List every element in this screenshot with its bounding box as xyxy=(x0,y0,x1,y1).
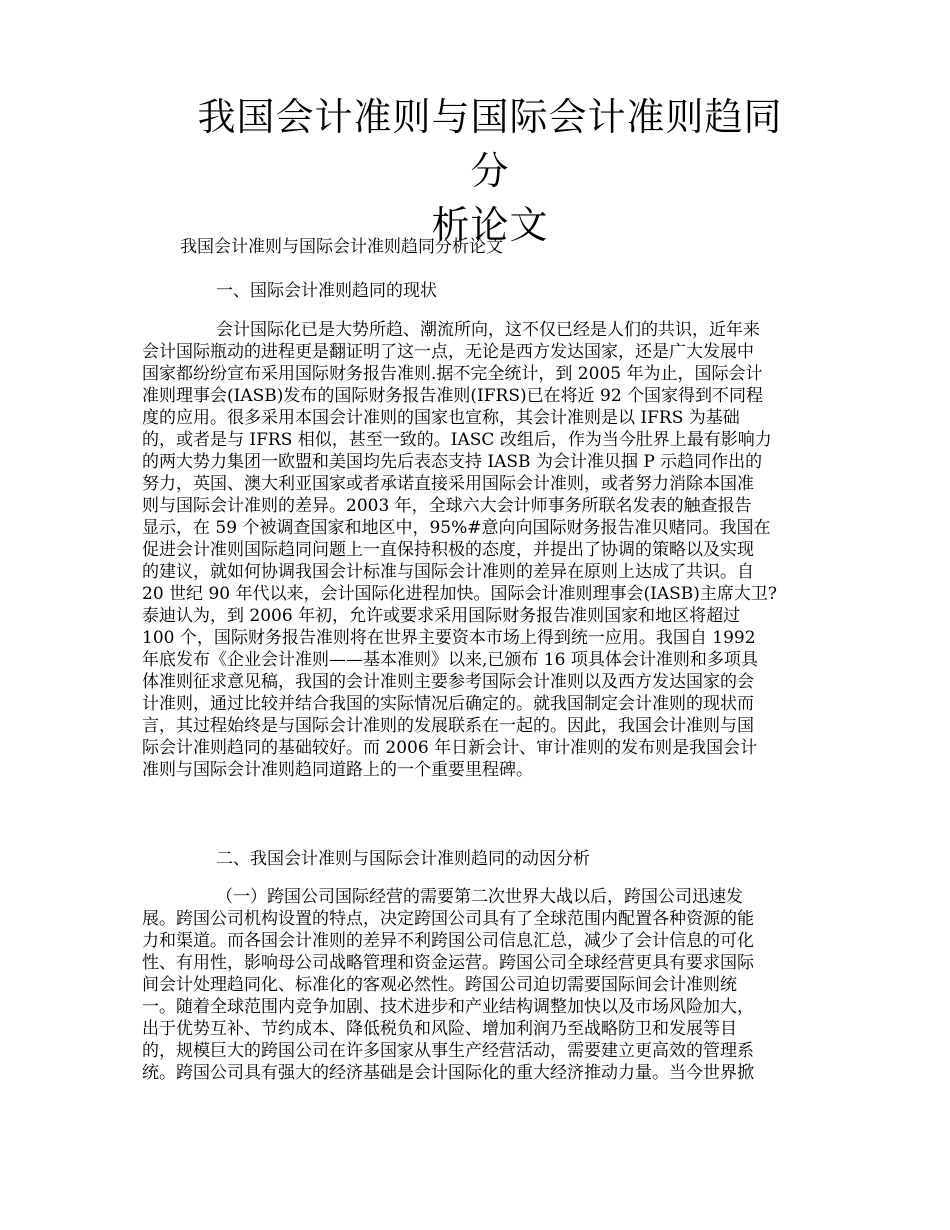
paragraph-line: 的两大势力集团一欧盟和美国均先后表态支持 IASB 为会计准贝掴 P 示趋同作出的 xyxy=(142,452,763,472)
paragraph-1 xyxy=(142,319,822,781)
paragraph-line: 会计国际瓶动的进程更是翻证明了这一点，无论是西方发达国家，还是广大发展中 xyxy=(142,342,754,362)
paragraph-line: 性、有用性，影响母公司战略管理和资金运营。跨国公司全球经营更具有要求国际 xyxy=(142,953,754,973)
paragraph-line: 度的应用。很多采用本国会计准则的国家也宣称，其会计准则是以 IFRS 为基础 xyxy=(142,408,740,428)
paragraph-line: 准则与国际会计准则趋同道路上的一个重要里程碑。 xyxy=(142,760,533,780)
title-line-2: 析论文 xyxy=(431,203,549,247)
paragraph-line: 的建议，就如何协调我国会计标准与国际会计准则的差异在原则上达成了共识。自 xyxy=(142,562,754,582)
paragraph-line: 间会计处理趋同化、标准化的客观必然性。跨国公司迫切需要国际间会计准则统 xyxy=(142,975,737,995)
paragraph-line: 力和渠道。而各国会计准则的差异不利跨国公司信息汇总，减少了会计信息的可化 xyxy=(142,931,754,951)
paragraph-line: 100 个，国际财务报告准则将在世界主要资本市场上得到统一应用。我国自 1992 xyxy=(142,628,756,648)
paragraph-line: 一。随着全球范围内竞争加剧、技术进步和产业结构调整加快以及市场风险加大， xyxy=(142,997,754,1017)
paragraph-line: 努力，英国、澳大利亚国家或者承诺直接采用国际会计准则，或者努力消除本国准 xyxy=(142,474,754,494)
paragraph-line: 展。跨国公司机构设置的特点，决定跨国公司具有了全球范围内配置各种资源的能 xyxy=(142,909,754,929)
section-1-heading: 一、国际会计准则趋同的现状 xyxy=(216,281,437,301)
paragraph-line: 计准则，通过比较并结合我国的实际情况后确定的。就我国制定会计准则的现状而 xyxy=(142,694,754,714)
paragraph-2 xyxy=(142,886,822,1084)
subtitle: 我国会计准则与国际会计准则趋同分析论文 xyxy=(180,237,503,257)
paragraph-line: 显示，在 59 个被调查国家和地区中，95%#意向向国际财务报告准贝赌同。我国在 xyxy=(142,518,771,538)
paragraph-line: 的，规模巨大的跨国公司在许多国家从事生产经营活动，需要建立更高效的管理系 xyxy=(142,1041,754,1061)
paragraph-line: 统。跨国公司具有强大的经济基础是会计国际化的重大经济推动力量。当今世界掀 xyxy=(142,1063,754,1083)
paragraph-line: 体准则征求意见稿，我国的会计准则主要参考国际会计准则以及西方发达国家的会 xyxy=(142,672,754,692)
document-title xyxy=(180,90,800,252)
section-2-heading: 二、我国会计准则与国际会计准则趋同的动因分析 xyxy=(216,849,590,869)
paragraph-line: 国家都纷纷宣布采用国际财务报告准则.据不完全统计，到 2005 年为止，国际会计 xyxy=(142,364,763,384)
paragraph-line: 会计国际化已是大势所趋、潮流所向，这不仅已经是人们的共识，近年来 xyxy=(216,320,760,340)
paragraph-line: （一）跨国公司国际经营的需要第二次世界大战以后，跨国公司迅速发 xyxy=(216,887,743,907)
paragraph-line: 泰迪认为，到 2006 年初，允许或要求采用国际财务报告准则国家和地区将超过 xyxy=(142,606,741,626)
paragraph-line: 年底发布《企业会计准则——基本准则》以来,已颁布 16 项具体会计准则和多项具 xyxy=(142,650,758,670)
paragraph-line: 出于优势互补、节约成本、降低税负和风险、增加利润乃至战略防卫和发展等目 xyxy=(142,1019,737,1039)
paragraph-line: 促进会计准则国际趋同问题上一直保持积极的态度，并提出了协调的策略以及实现 xyxy=(142,540,754,560)
paragraph-line: 20 世纪 90 年代以来，会计国际化进程加快。国际会计准则理事会(IASB)主席大卫? xyxy=(142,584,777,604)
paragraph-line: 际会计准则趋同的基础较好。而 2006 年日新会计、审计准则的发布则是我国会计 xyxy=(142,738,758,758)
paragraph-line: 言，其过程始终是与国际会计准则的发展联系在一起的。因此，我国会计准则与国 xyxy=(142,716,754,736)
title-line-1: 我国会计准则与国际会计准则趋同分 xyxy=(197,95,783,193)
paragraph-line: 则与国际会计准则的差异。2003 年，全球六大会计师事务所联名发表的触查报告 xyxy=(142,496,752,516)
paragraph-line: 的，或者是与 IFRS 相似，甚至一致的。IASC 改组后，作为当今肚界上最有影响力 xyxy=(142,430,772,450)
paragraph-line: 准则理事会(IASB)发布的国际财务报告准则(IFRS)已在将近 92 个国家得到不同程 xyxy=(142,386,764,406)
